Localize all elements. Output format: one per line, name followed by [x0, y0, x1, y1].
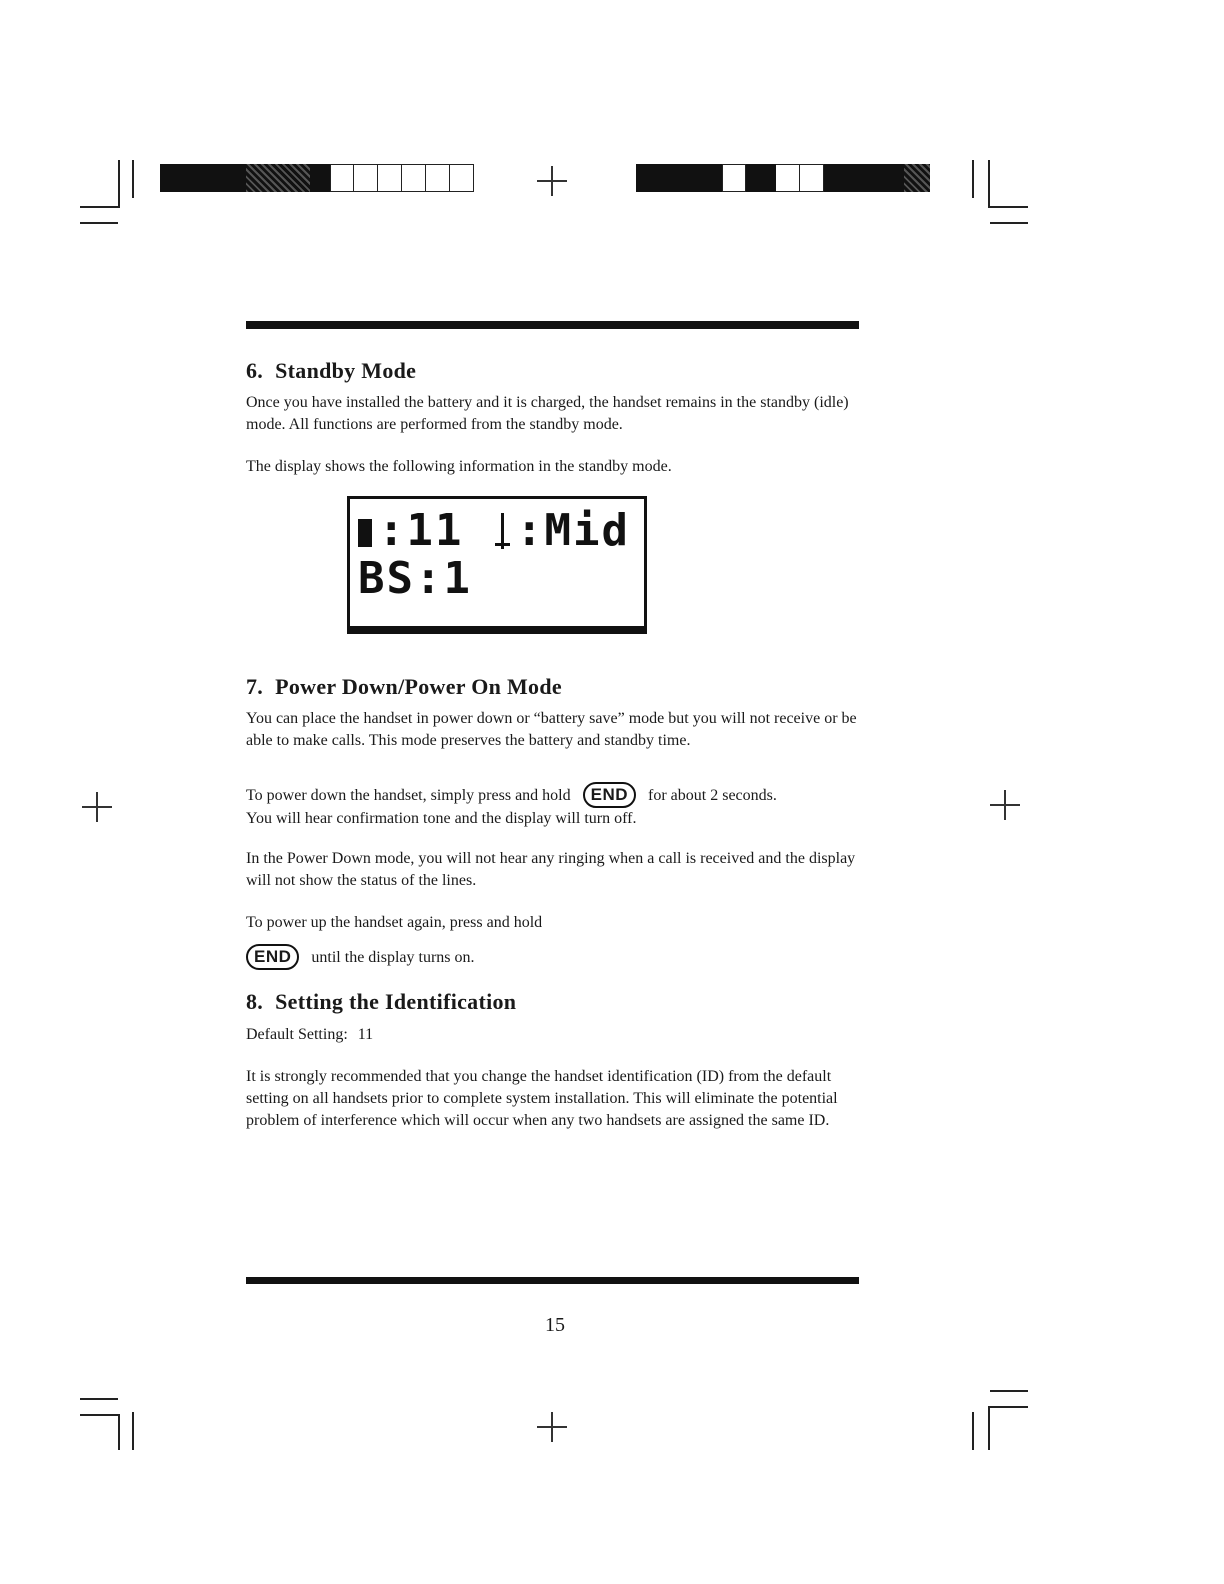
- crosshair-left: [82, 792, 112, 822]
- color-strip-right: [636, 164, 930, 192]
- crop-mark-tl-v2: [132, 160, 134, 198]
- lcd-handset-id: :11: [378, 505, 464, 556]
- lcd-signal: :Mid: [515, 505, 630, 556]
- default-setting-value: 11: [357, 1026, 374, 1043]
- page-number: 15: [545, 1314, 565, 1336]
- crop-mark-tr-v2: [988, 160, 990, 208]
- crop-mark-bl-v2: [132, 1412, 134, 1450]
- crop-mark-tr-h2: [990, 222, 1028, 224]
- crop-mark-br-v: [972, 1412, 974, 1450]
- crop-mark-bl-h2: [80, 1414, 120, 1416]
- crop-mark-tr-v: [972, 160, 974, 198]
- lcd-line-2: BS:1: [358, 553, 472, 604]
- section-6-heading: [246, 358, 416, 384]
- section-7-heading: [246, 674, 562, 700]
- end-key-icon: END: [246, 944, 299, 970]
- crop-mark-tl-h: [80, 206, 120, 208]
- section-number: 7.: [246, 674, 264, 699]
- section-title: Setting the Identification: [275, 989, 517, 1014]
- crop-mark-bl-h: [80, 1398, 118, 1400]
- crosshair-bottom: [537, 1412, 567, 1442]
- power-up-instruction: [246, 912, 866, 934]
- crop-mark-br-h: [988, 1406, 1028, 1408]
- crop-mark-tr-h: [988, 206, 1028, 208]
- section-title: Power Down/Power On Mode: [275, 674, 562, 699]
- bottom-rule: [246, 1277, 859, 1284]
- lcd-display: [347, 496, 647, 634]
- lcd-line-1: [358, 505, 630, 556]
- power-up-text-after: until the display turns on.: [311, 949, 475, 966]
- crop-mark-tl-v: [118, 160, 120, 208]
- section-7-paragraph-1: You can place the handset in power down or “battery save” mode but you will not receive or be able to make calls. This mode preserves the battery and standby time.: [246, 710, 857, 749]
- section-7-paragraph-2: In the Power Down mode, you will not hear any ringing when a call is received and the display will not show the status of the lines.: [246, 850, 856, 889]
- top-rule: [246, 321, 859, 329]
- section-8-heading: [246, 989, 516, 1015]
- crop-mark-br-v2: [988, 1406, 990, 1450]
- power-up-instruction-line-2: [246, 944, 866, 970]
- power-down-instruction: [246, 782, 866, 830]
- antenna-icon: [492, 513, 512, 549]
- section-number: 8.: [246, 989, 264, 1014]
- color-strip-left: [160, 164, 474, 192]
- power-down-text: To power down the handset, simply press and hold: [246, 787, 571, 804]
- crop-mark-bl-v: [118, 1414, 120, 1450]
- section-title: Standby Mode: [275, 358, 417, 383]
- power-down-line-2: You will hear confirmation tone and the display will turn off.: [246, 810, 637, 827]
- power-down-text-after: for about 2 seconds.: [648, 787, 777, 804]
- default-setting-label: Default Setting:: [246, 1026, 348, 1043]
- battery-icon: [358, 519, 372, 547]
- end-key-icon: END: [583, 782, 636, 808]
- default-setting: [246, 1024, 866, 1046]
- crosshair-right: [990, 790, 1020, 820]
- crop-mark-tl-h2: [80, 222, 118, 224]
- crosshair-top: [537, 166, 567, 196]
- section-8-paragraph-1: It is strongly recommended that you change the handset identification (ID) from the default setting on all handsets prior to complete system installation. This will eliminate the potential problem of interference which will occur when any two handsets are assigned the same ID.: [246, 1068, 838, 1129]
- section-6-paragraph-1: Once you have installed the battery and it is charged, the handset remains in the standby (idle) mode. All functions are performed from the standby mode.: [246, 394, 849, 433]
- section-number: 6.: [246, 358, 264, 383]
- power-up-text: To power up the handset again, press and hold: [246, 914, 543, 931]
- section-6-paragraph-2: The display shows the following information in the standby mode.: [246, 458, 672, 475]
- crop-mark-br-h2: [990, 1390, 1028, 1392]
